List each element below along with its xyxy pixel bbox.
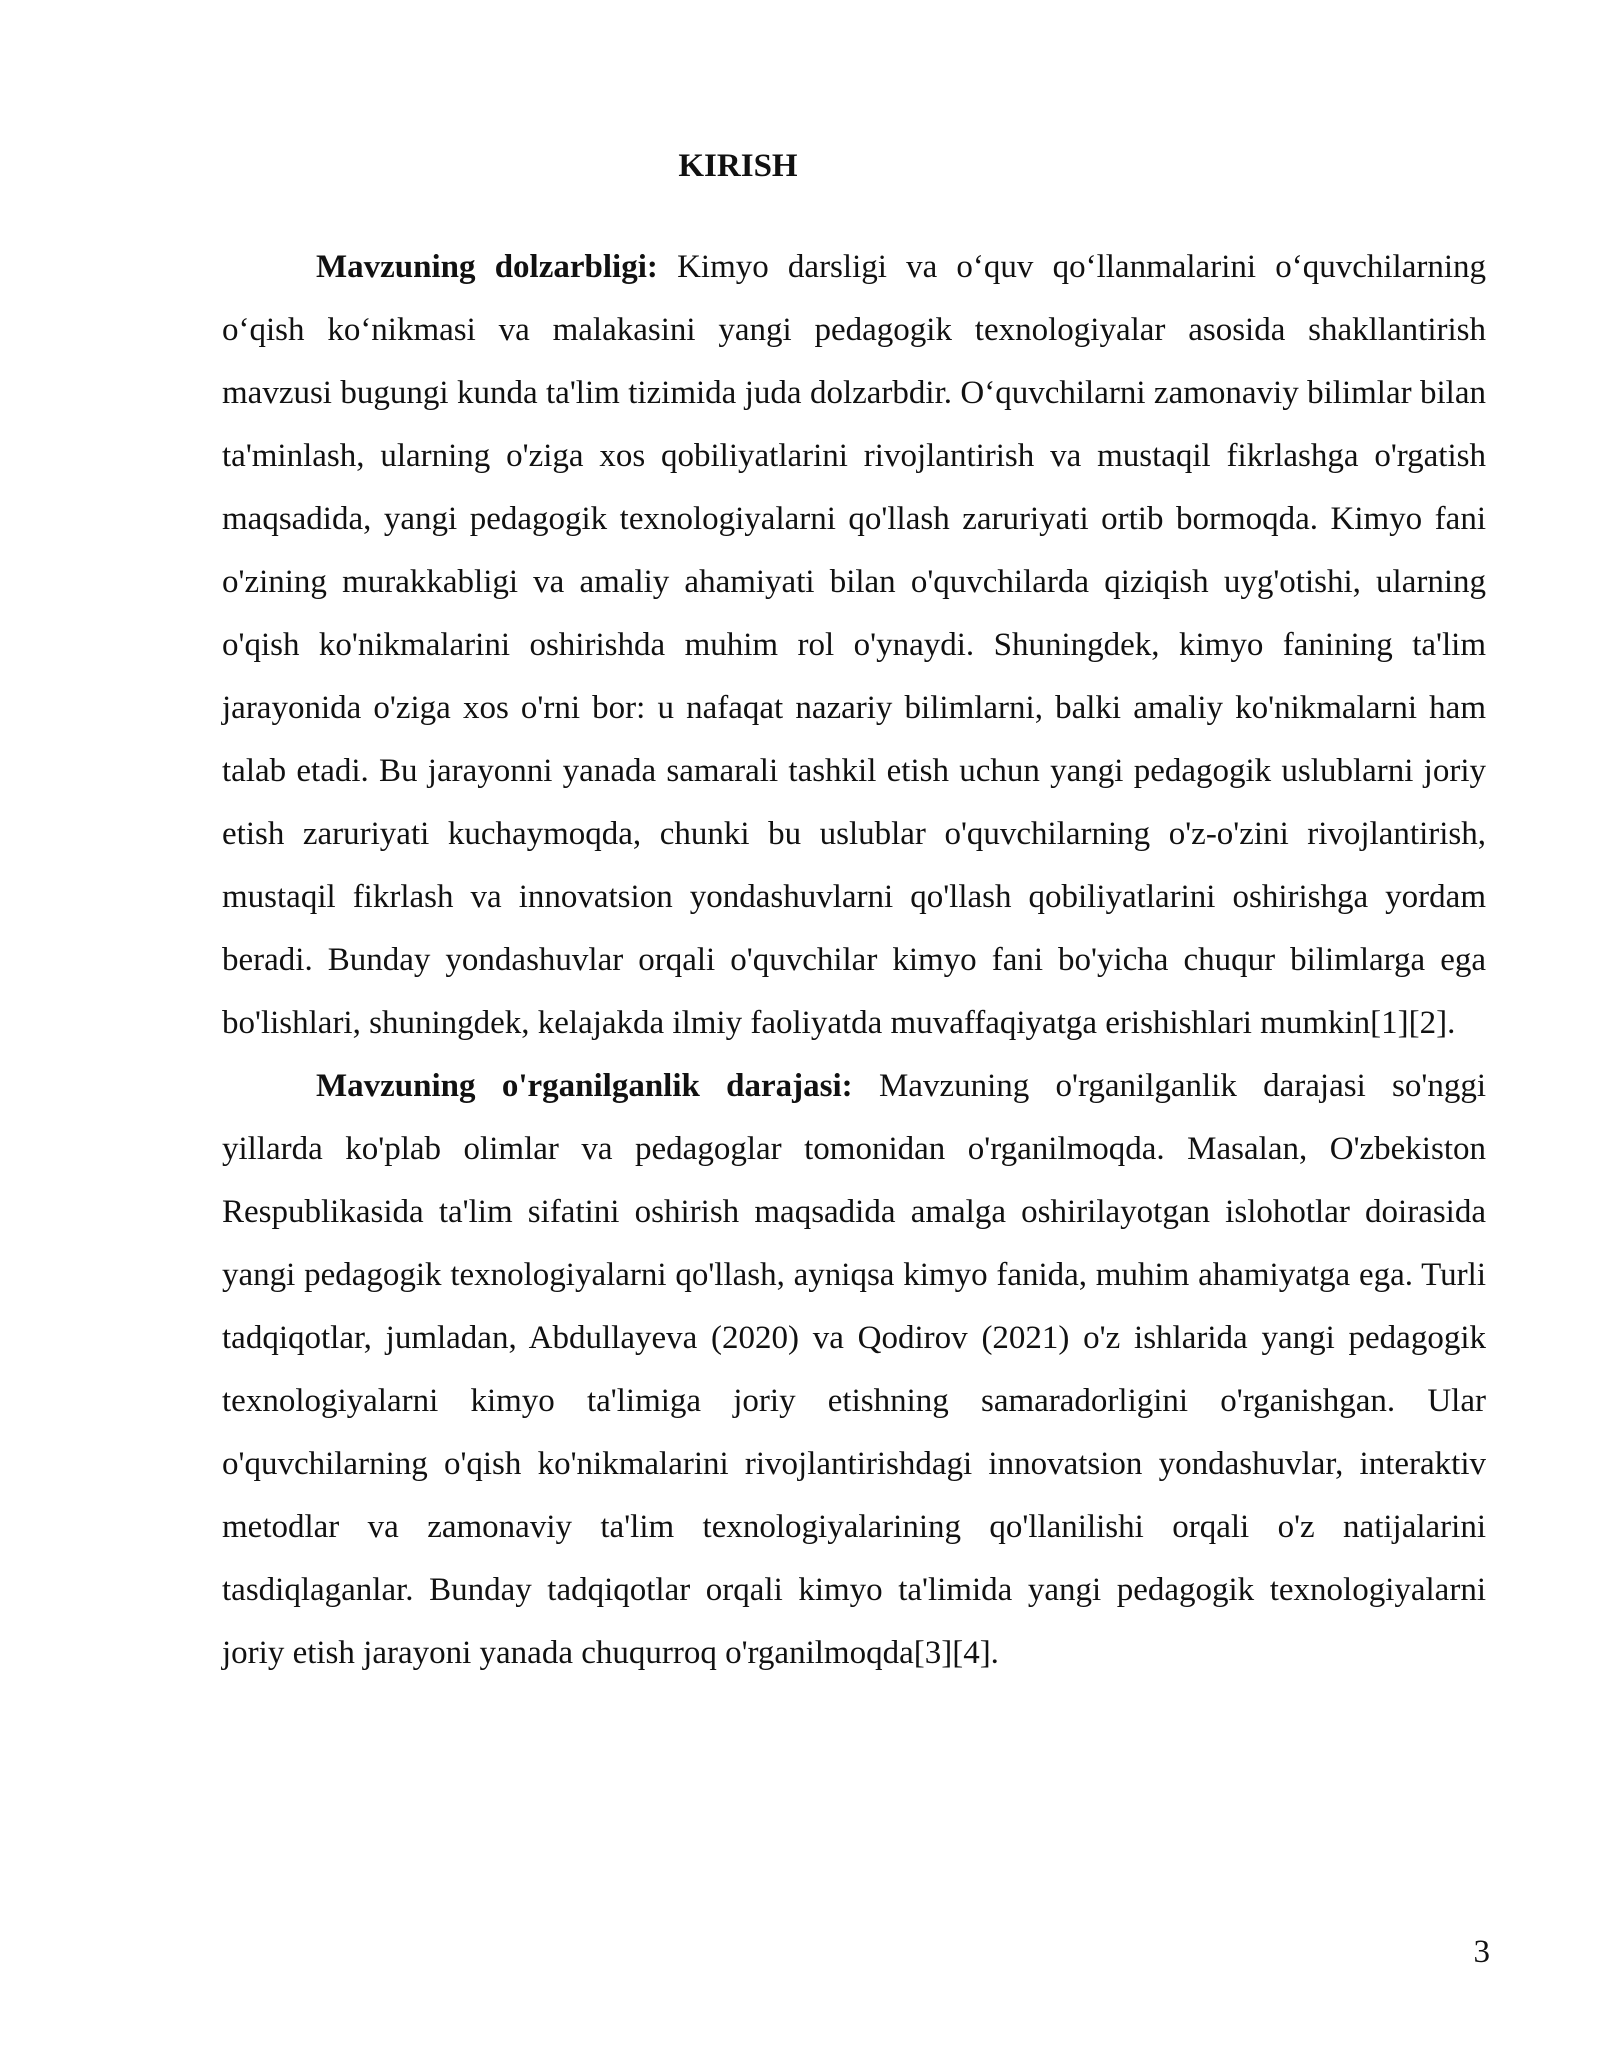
paragraph-relevance [222, 236, 1486, 1055]
paragraph-study-level [222, 1055, 1486, 1685]
paragraph-lead-study-level: Mavzuning o'rganilganlik darajasi: [316, 1068, 853, 1104]
paragraph-text-relevance: Kimyo darsligi va o‘quv qo‘llanmalarini o‘quvchilarning o‘qish ko‘nikmasi va malakasini yangi pedagogik texnologiyalar asosida shakllantirish mavzusi bugungi kunda ta'lim tizimida juda dolzarbdir. O‘quvchilarni zamonaviy bilimlar bilan ta'minlash, ularning o'ziga xos qobiliyatlarini rivojlantirish va mustaqil fikrlashga o'rgatish maqsadida, yangi pedagogik texnologiyalarni qo'llash zaruriyati ortib bormoqda. Kimyo fani o'zining murakkabligi va amaliy ahamiyati bilan o'quvchilarda qiziqish uyg'otishi, ularning o'qish ko'nikmalarini oshirishda muhim rol o'ynaydi. Shuningdek, kimyo fanining ta'lim jarayonida o'ziga xos o'rni bor: u nafaqat nazariy bilimlarni, balki amaliy ko'nikmalarni ham talab etadi. Bu jarayonni yanada samarali tashkil etish uchun yangi pedagogik uslublarni joriy etish zaruriyati kuchaymoqda, chunki bu uslublar o'quvchilarning o'z-o'zini rivojlantirish, mustaqil fikrlash va innovatsion yondashuvlarni qo'llash qobiliyatlarini oshirishga yordam beradi. Bunday yondashuvlar orqali o'quvchilar kimyo fani bo'yicha chuqur bilimlarga ega bo'lishlari, shuningdek, kelajakda ilmiy faoliyatda muvaffaqiyatga erishishlari mumkin[1][2]. [222, 249, 1486, 1041]
paragraph-lead-relevance: Mavzuning dolzarbligi: [316, 249, 658, 285]
body-text [222, 236, 1486, 1685]
section-title-text: KIRISH [678, 148, 798, 184]
paragraph-text-study-level: Mavzuning o'rganilganlik darajasi so'nggi yillarda ko'plab olimlar va pedagoglar tomonidan o'rganilmoqda. Masalan, O'zbekiston Respublikasida ta'lim sifatini oshirish maqsadida amalga oshirilayotgan islohotlar doirasida yangi pedagogik texnologiyalarni qo'llash, ayniqsa kimyo fanida, muhim ahamiyatga ega. Turli tadqiqotlar, jumladan, Abdullayeva (2020) va Qodirov (2021) o'z ishlarida yangi pedagogik texnologiyalarni kimyo ta'limiga joriy etishning samaradorligini o'rganishgan. Ular o'quvchilarning o'qish ko'nikmalarini rivojlantirishdagi innovatsion yondashuvlar, interaktiv metodlar va zamonaviy ta'lim texnologiyalarining qo'llanilishi orqali o'z natijalarini tasdiqlaganlar. Bunday tadqiqotlar orqali kimyo ta'limida yangi pedagogik texnologiyalarni joriy etish jarayoni yanada chuqurroq o'rganilmoqda[3][4]. [222, 1068, 1487, 1671]
page-number: 3 [1473, 1934, 1490, 1970]
section-title [112, 146, 1588, 186]
